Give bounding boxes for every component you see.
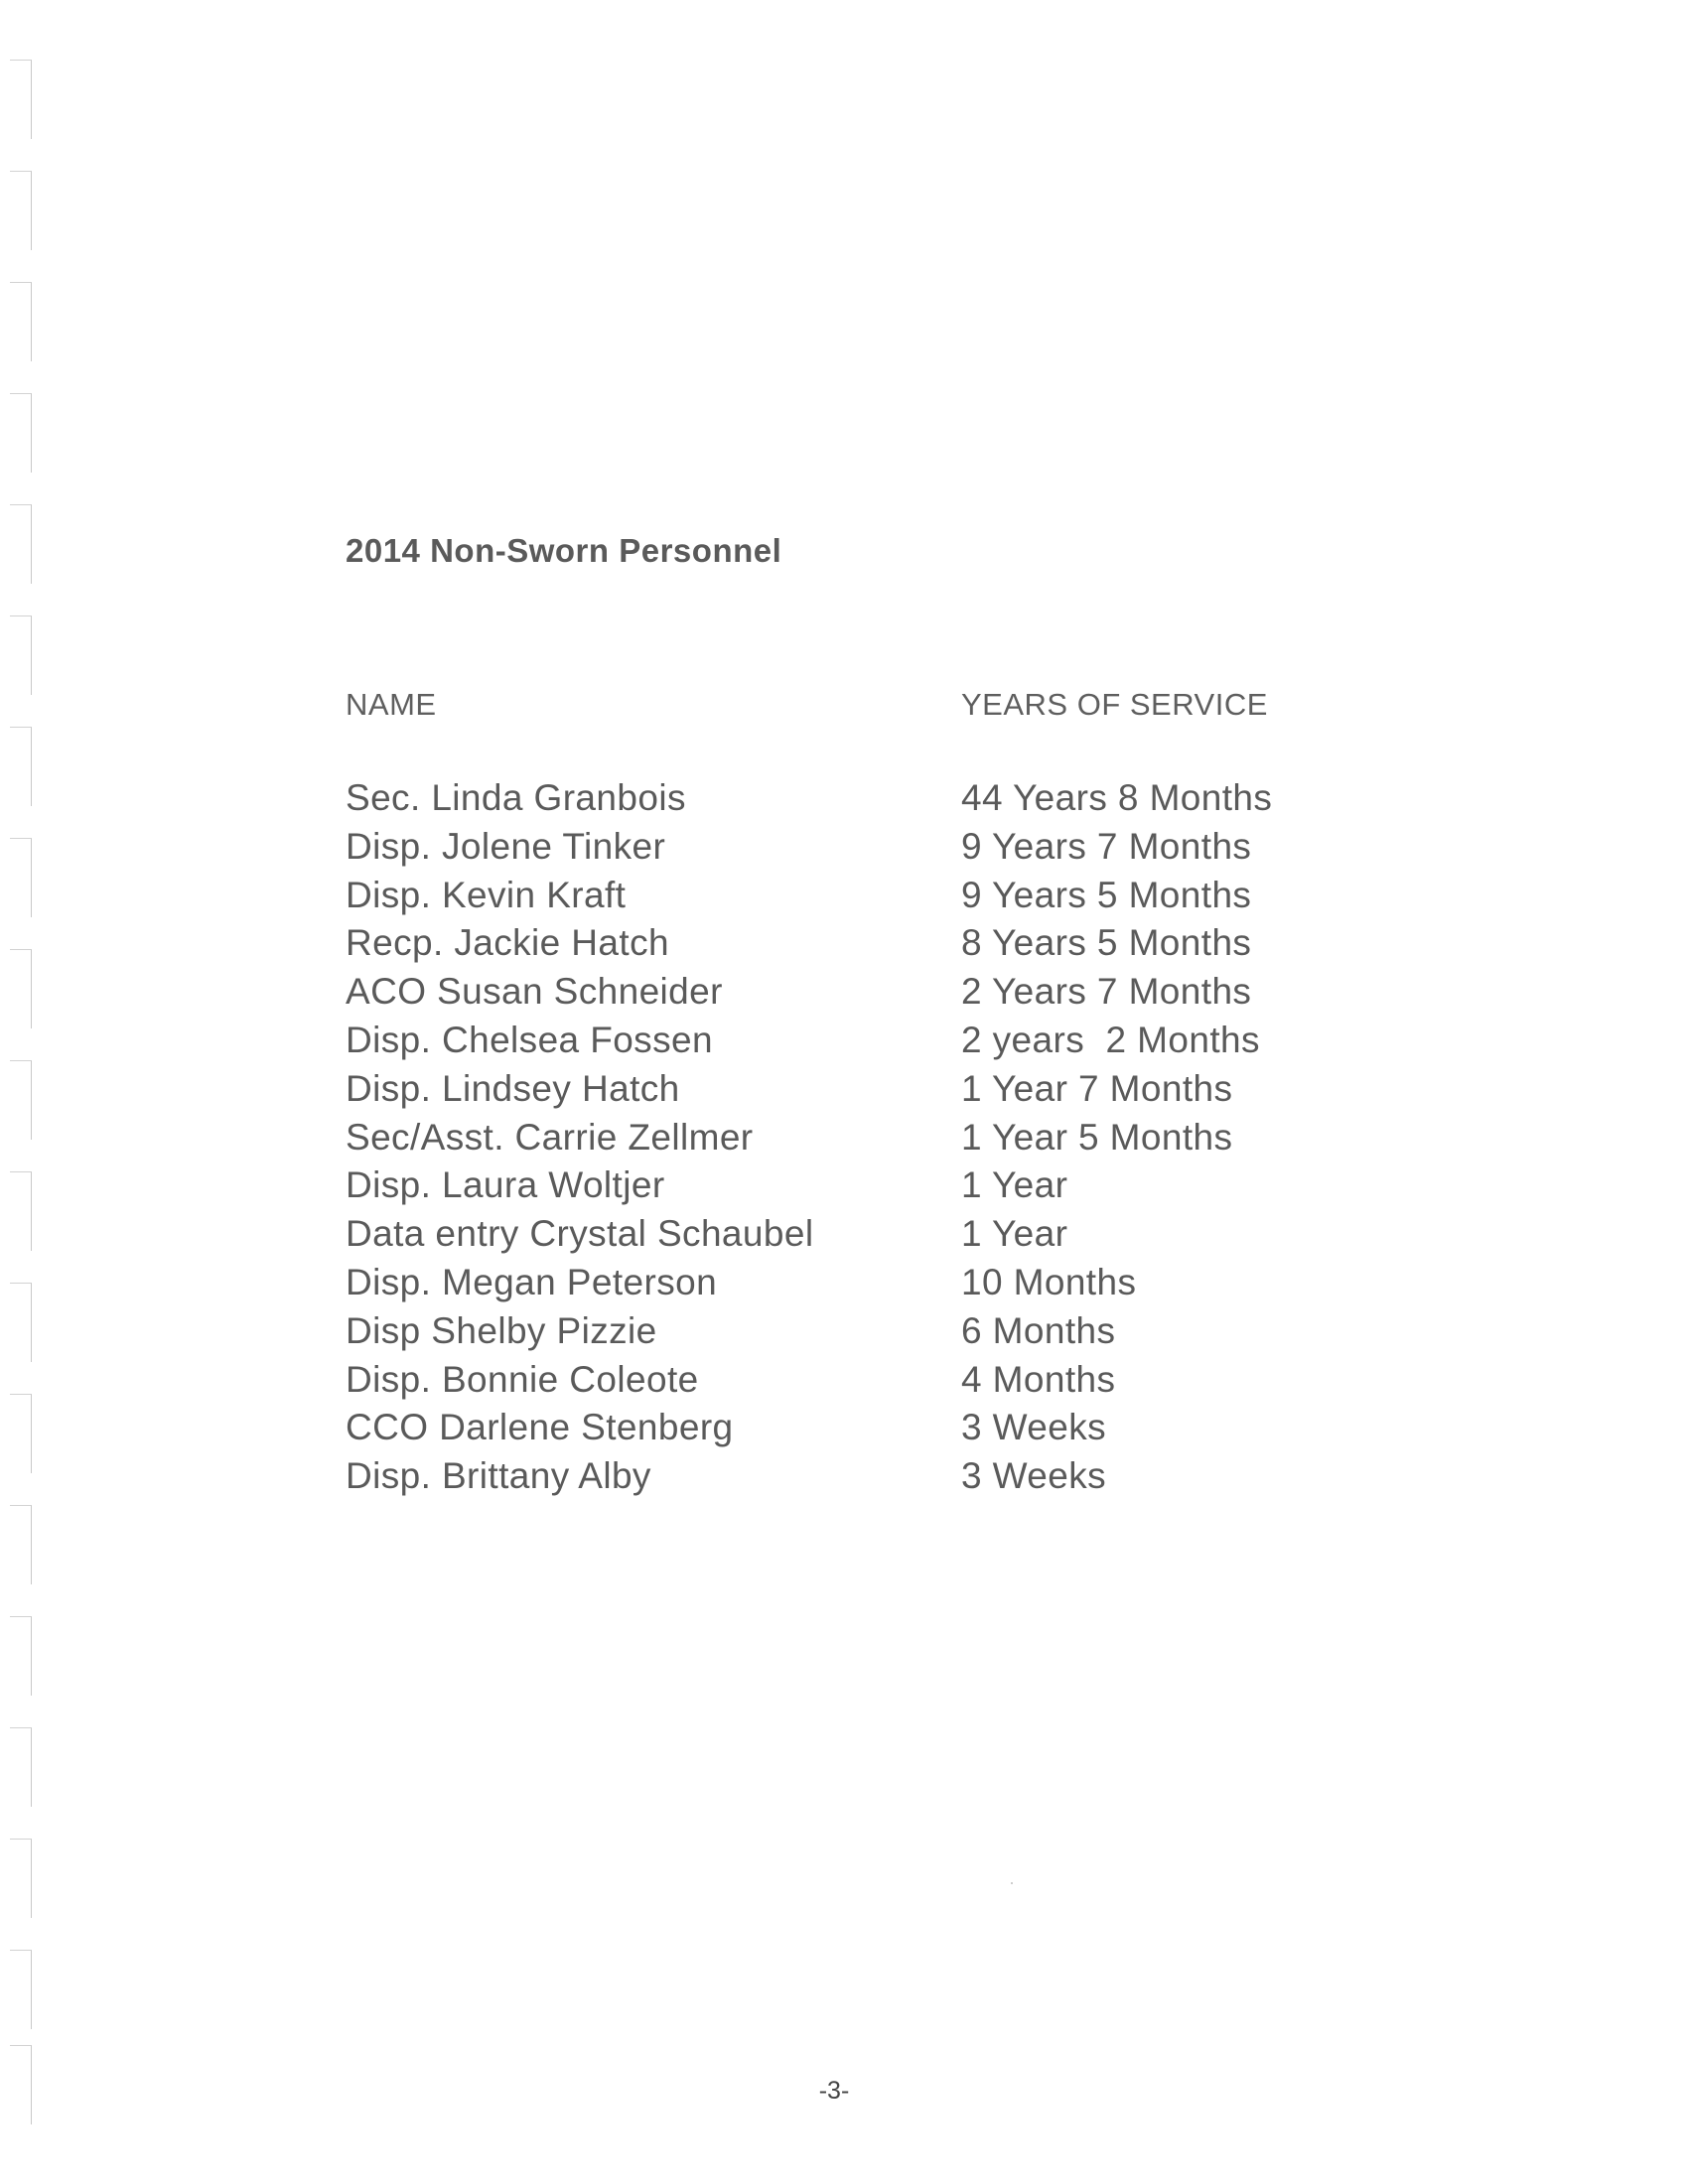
personnel-row bbox=[0, 1161, 1688, 1210]
personnel-years: 4 Months bbox=[961, 1358, 1116, 1400]
binding-mark bbox=[10, 282, 32, 361]
personnel-years: 44 Years 8 Months bbox=[961, 777, 1273, 818]
personnel-row bbox=[0, 1114, 1688, 1162]
personnel-name: Disp. Lindsey Hatch bbox=[346, 1067, 680, 1109]
personnel-name: Disp. Jolene Tinker bbox=[346, 825, 666, 867]
page-title: 2014 Non-Sworn Personnel bbox=[346, 532, 782, 569]
personnel-name: Disp. Bonnie Coleote bbox=[346, 1358, 699, 1400]
personnel-row bbox=[0, 1452, 1688, 1501]
personnel-name: Sec. Linda Granbois bbox=[346, 777, 686, 818]
name-column-header: NAME bbox=[346, 687, 437, 722]
personnel-years: 1 Year bbox=[961, 1213, 1068, 1255]
personnel-name: Data entry Crystal Schaubel bbox=[346, 1213, 814, 1255]
personnel-row bbox=[0, 919, 1688, 968]
personnel-name: Disp Shelby Pizzie bbox=[346, 1309, 657, 1351]
personnel-row bbox=[0, 1017, 1688, 1065]
personnel-name: ACO Susan Schneider bbox=[346, 971, 723, 1013]
personnel-years: 2 years 2 Months bbox=[961, 1019, 1260, 1060]
binding-mark bbox=[10, 504, 32, 584]
personnel-years: 10 Months bbox=[961, 1261, 1137, 1302]
personnel-years: 2 Years 7 Months bbox=[961, 971, 1252, 1013]
years-of-service-column-header: YEARS OF SERVICE bbox=[961, 687, 1268, 722]
personnel-name: Recp. Jackie Hatch bbox=[346, 922, 669, 964]
personnel-years: 1 Year 7 Months bbox=[961, 1067, 1233, 1109]
personnel-years: 6 Months bbox=[961, 1309, 1116, 1351]
personnel-row bbox=[0, 968, 1688, 1017]
binding-mark bbox=[10, 60, 32, 139]
personnel-row bbox=[0, 1065, 1688, 1114]
binding-mark bbox=[10, 1505, 32, 1584]
personnel-years: 1 Year bbox=[961, 1164, 1068, 1206]
personnel-name: Disp. Kevin Kraft bbox=[346, 874, 627, 915]
scan-speck bbox=[1011, 1882, 1013, 1884]
binding-mark bbox=[10, 615, 32, 695]
personnel-name: Disp. Brittany Alby bbox=[346, 1455, 651, 1497]
personnel-name: Disp. Laura Woltjer bbox=[346, 1164, 665, 1206]
binding-mark bbox=[10, 393, 32, 473]
personnel-years: 9 Years 5 Months bbox=[961, 874, 1252, 915]
binding-mark bbox=[10, 171, 32, 250]
personnel-name: Disp. Megan Peterson bbox=[346, 1261, 718, 1302]
personnel-name: Sec/Asst. Carrie Zellmer bbox=[346, 1116, 754, 1158]
page-number: -3- bbox=[818, 2077, 850, 2105]
binding-mark bbox=[10, 1727, 32, 1807]
personnel-row bbox=[0, 823, 1688, 872]
personnel-row bbox=[0, 1404, 1688, 1452]
binding-mark bbox=[10, 1839, 32, 1918]
personnel-years: 1 Year 5 Months bbox=[961, 1116, 1233, 1158]
personnel-name: CCO Darlene Stenberg bbox=[346, 1407, 734, 1448]
personnel-years: 9 Years 7 Months bbox=[961, 825, 1252, 867]
personnel-years: 3 Weeks bbox=[961, 1407, 1107, 1448]
personnel-years: 8 Years 5 Months bbox=[961, 922, 1252, 964]
binding-mark bbox=[10, 1616, 32, 1696]
personnel-row bbox=[0, 774, 1688, 823]
personnel-row bbox=[0, 1307, 1688, 1356]
personnel-row bbox=[0, 1210, 1688, 1259]
personnel-row bbox=[0, 1356, 1688, 1405]
personnel-row bbox=[0, 872, 1688, 920]
personnel-row bbox=[0, 1259, 1688, 1307]
personnel-years: 3 Weeks bbox=[961, 1455, 1107, 1497]
binding-mark bbox=[10, 1950, 32, 2029]
personnel-name: Disp. Chelsea Fossen bbox=[346, 1019, 713, 1060]
personnel-list bbox=[0, 774, 1688, 1501]
